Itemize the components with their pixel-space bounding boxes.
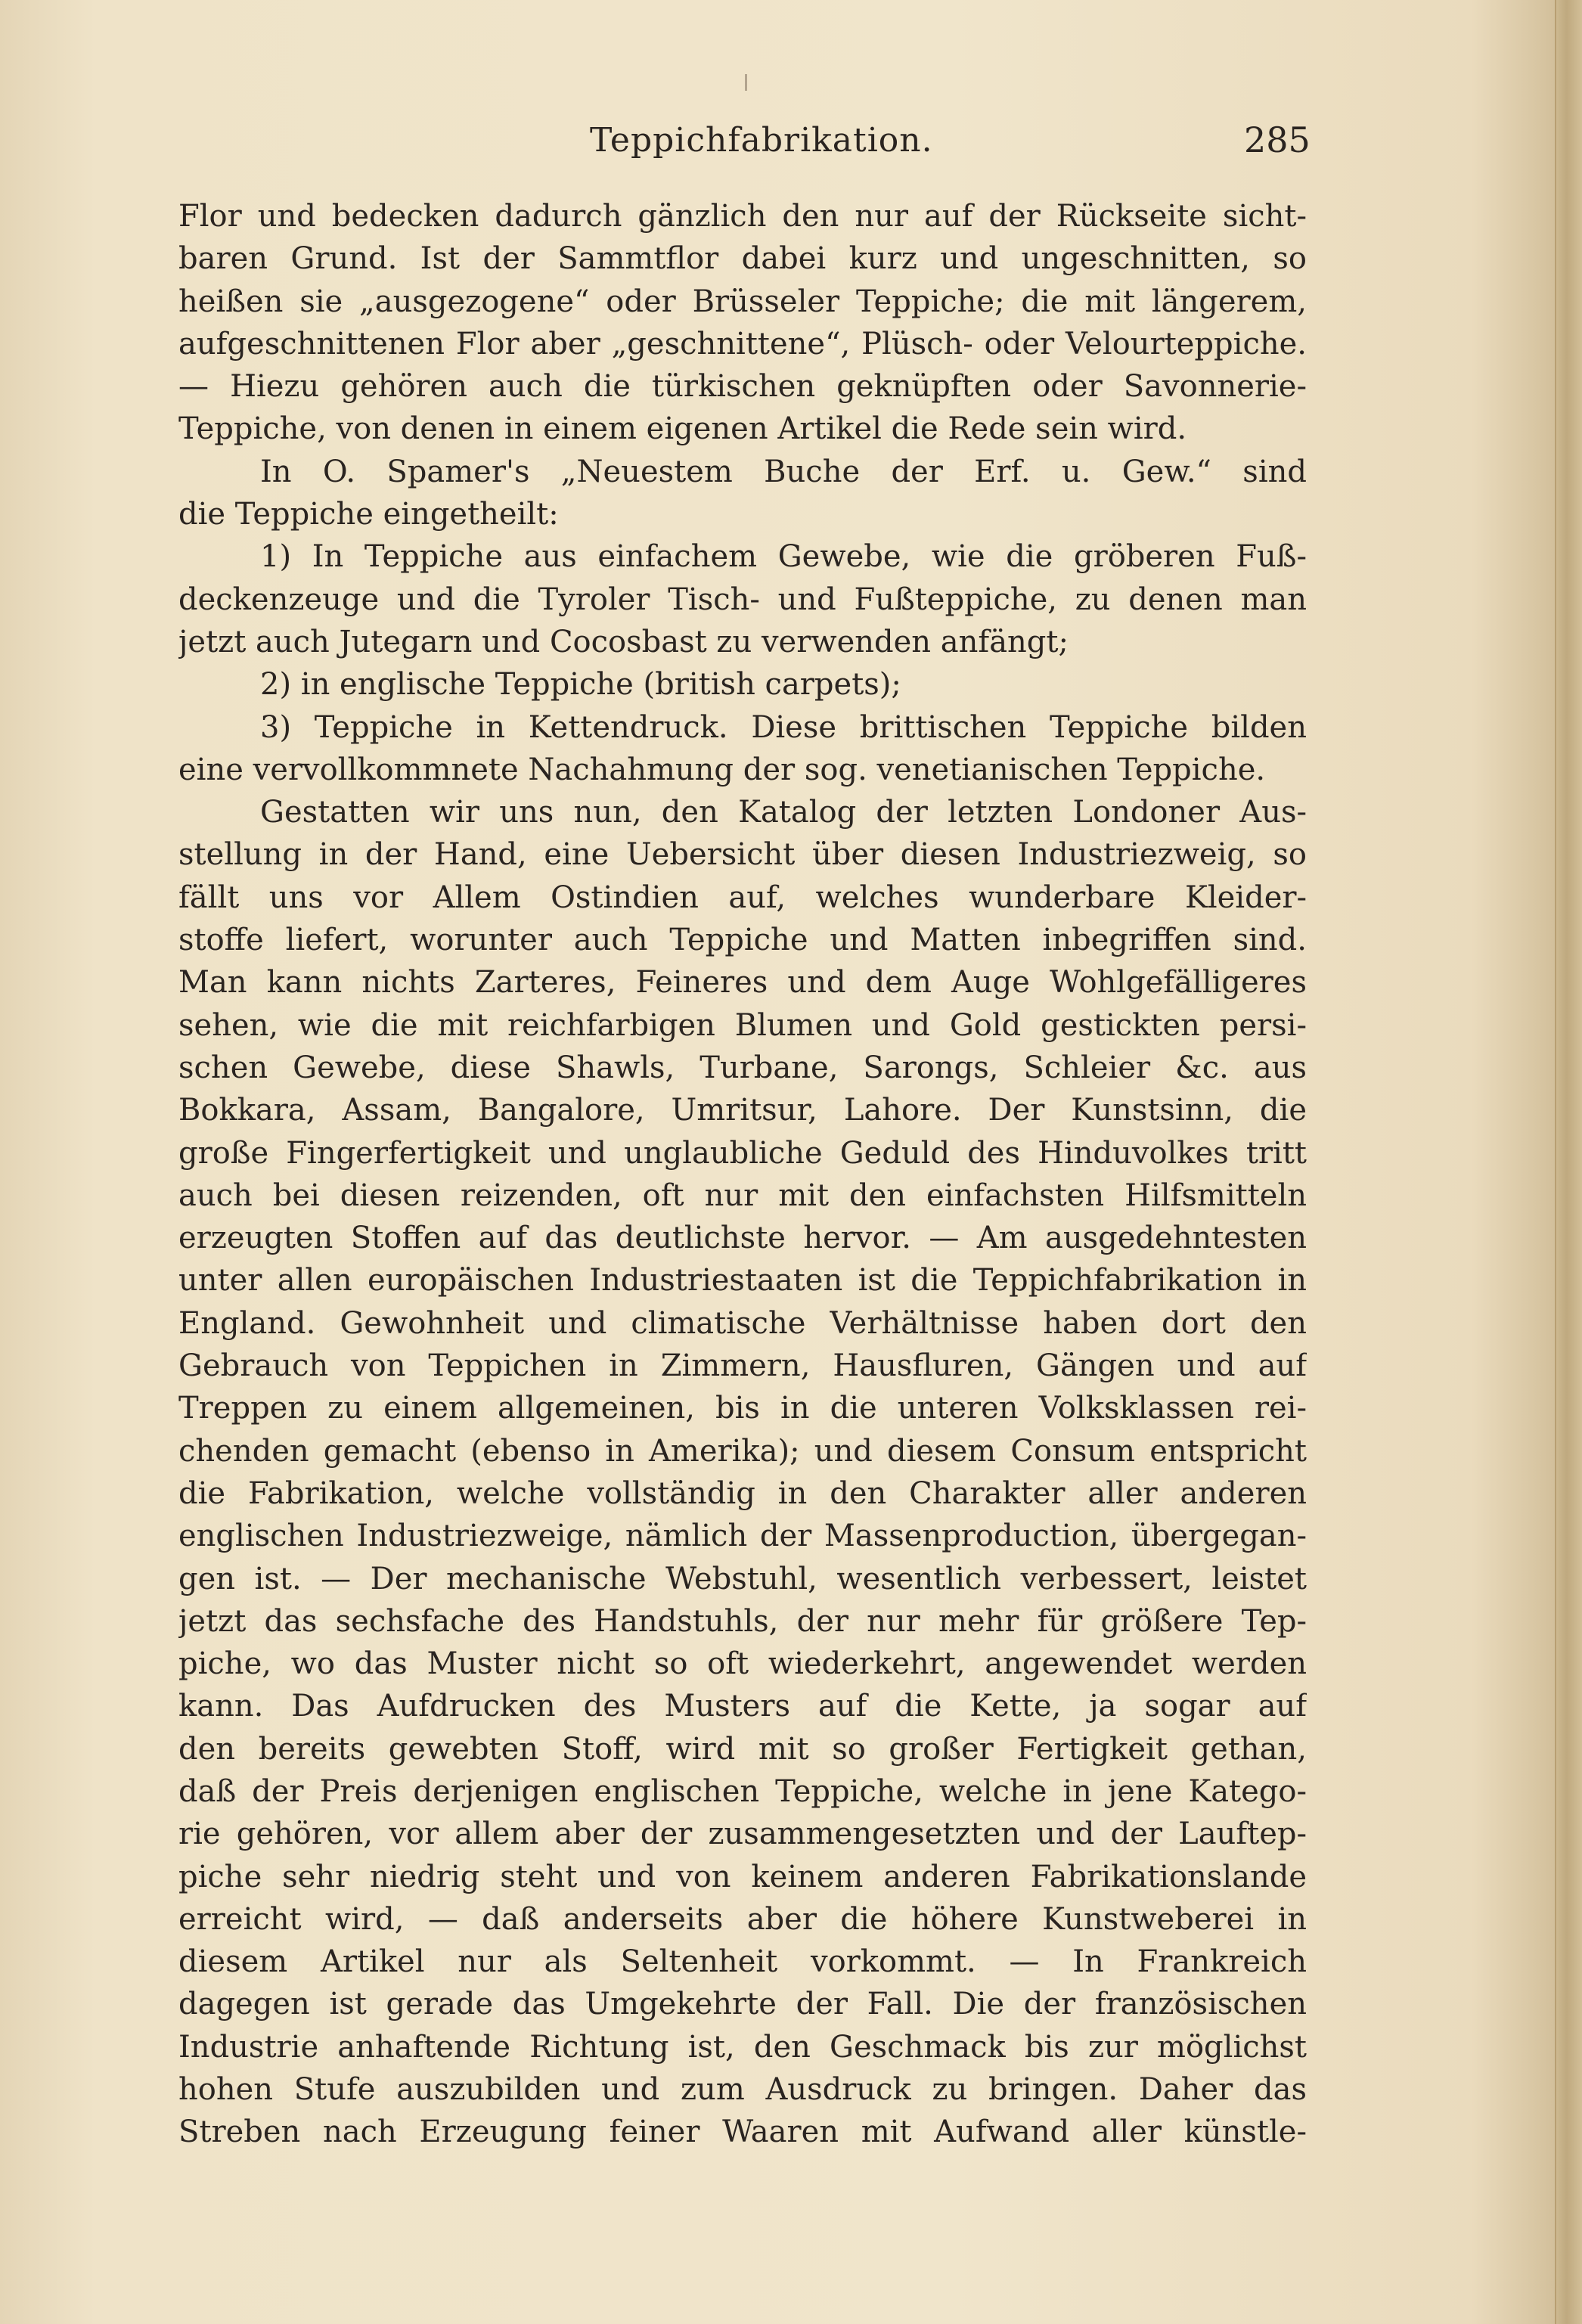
text-line: kann. Das Aufdrucken des Musters auf die Kette, ja sogar auf bbox=[178, 1689, 1307, 1724]
text-line: Man kann nichts Zarteres, Feineres und dem Auge Wohlgefälligeres bbox=[178, 965, 1307, 1001]
text-line: Flor und bedecken dadurch gänzlich den nur auf der Rückseite sicht- bbox=[178, 199, 1307, 234]
text-line: eine vervollkommnete Nachahmung der sog. venetianischen Teppiche. bbox=[178, 752, 1266, 787]
text-line: In O. Spamer's „Neuestem Buche der Erf. u. Gew.“ sind bbox=[260, 454, 1307, 489]
text-line: aufgeschnittenen Flor aber „geschnittene“, Plüsch- oder Velourteppiche. bbox=[178, 326, 1307, 361]
text-line: schen Gewebe, diese Shawls, Turbane, Sarongs, Schleier &c. aus bbox=[178, 1050, 1307, 1085]
text-line: deckenzeuge und die Tyroler Tisch- und Fußteppiche, zu denen man bbox=[178, 582, 1307, 617]
text-line: Gebrauch von Teppichen in Zimmern, Hausfluren, Gängen und auf bbox=[178, 1348, 1307, 1384]
text-line: stoffe liefert, worunter auch Teppiche und Matten inbegriffen sind. bbox=[178, 923, 1307, 958]
text-line: gen ist. — Der mechanische Webstuhl, wesentlich verbessert, leistet bbox=[178, 1561, 1307, 1596]
text-line: piche, wo das Muster nicht so oft wiederkehrt, angewendet werden bbox=[178, 1646, 1307, 1682]
text-line: 2) in englische Teppiche (british carpets); bbox=[260, 667, 901, 703]
text-line: die Teppiche eingetheilt: bbox=[178, 497, 559, 532]
text-line: erzeugten Stoffen auf das deutlichste hervor. — Am ausgedehntesten bbox=[178, 1221, 1307, 1256]
text-line: diesem Artikel nur als Seltenheit vorkommt. — In Frankreich bbox=[178, 1944, 1307, 1980]
text-line: hohen Stufe auszubilden und zum Ausdruck zu bringen. Daher das bbox=[178, 2072, 1307, 2108]
text-line: dagegen ist gerade das Umgekehrte der Fall. Die der französischen bbox=[178, 1987, 1307, 2022]
text-line: englischen Industriezweige, nämlich der Massenproduction, übergegan- bbox=[178, 1519, 1307, 1554]
text-line: die Fabrikation, welche vollständig in den Charakter aller anderen bbox=[178, 1475, 1307, 1511]
text-line: jetzt das sechsfache des Handstuhls, der nur mehr für größere Tep- bbox=[178, 1603, 1307, 1639]
text-line: den bereits gewebten Stoff, wird mit so großer Fertigkeit gethan, bbox=[178, 1731, 1307, 1767]
page-number: 285 bbox=[1244, 119, 1311, 160]
text-line: rie gehören, vor allem aber der zusammengesetzten und der Lauftep- bbox=[178, 1817, 1307, 1852]
text-line: unter allen europäischen Industriestaaten ist die Teppichfabrikation in bbox=[178, 1263, 1307, 1299]
text-line: 3) Teppiche in Kettendruck. Diese brittischen Teppiche bilden bbox=[260, 709, 1307, 745]
text-line: sehen, wie die mit reichfarbigen Blumen und Gold gestickten persi- bbox=[178, 1007, 1307, 1043]
text-line: Industrie anhaftende Richtung ist, den Geschmack bis zur möglichst bbox=[178, 2029, 1307, 2065]
text-line: Gestatten wir uns nun, den Katalog der letzten Londoner Aus- bbox=[260, 795, 1307, 830]
text-line: baren Grund. Ist der Sammtflor dabei kurz und ungeschnitten, so bbox=[178, 241, 1307, 277]
text-line: große Fingerfertigkeit und unglaubliche Geduld des Hinduvolkes tritt bbox=[178, 1135, 1307, 1171]
text-line: England. Gewohnheit und climatische Verhältnisse haben dort den bbox=[178, 1305, 1307, 1341]
stray-mark bbox=[745, 74, 747, 91]
text-line: Bokkara, Assam, Bangalore, Umritsur, Lahore. Der Kunstsinn, die bbox=[178, 1093, 1307, 1128]
text-line: auch bei diesen reizenden, oft nur mit den einfachsten Hilfsmitteln bbox=[178, 1178, 1307, 1213]
text-line: 1) In Teppiche aus einfachem Gewebe, wie die gröberen Fuß- bbox=[260, 539, 1307, 575]
running-head: Teppichfabrikation. bbox=[590, 121, 933, 160]
text-line: Streben nach Erzeugung feiner Waaren mit Aufwand aller künstle- bbox=[178, 2115, 1307, 2150]
page-edge bbox=[1555, 0, 1582, 2324]
text-line: stellung in der Hand, eine Uebersicht über diesen Industriezweig, so bbox=[178, 837, 1307, 873]
text-line: daß der Preis derjenigen englischen Teppiche, welche in jene Katego- bbox=[178, 1773, 1307, 1809]
text-line: heißen sie „ausgezogene“ oder Brüsseler Teppiche; die mit längerem, bbox=[178, 284, 1307, 319]
text-line: Treppen zu einem allgemeinen, bis in die unteren Volksklassen rei- bbox=[178, 1391, 1307, 1426]
text-line: — Hiezu gehören auch die türkischen geknüpften oder Savonnerie- bbox=[178, 369, 1307, 405]
text-line: Teppiche, von denen in einem eigenen Artikel die Rede sein wird. bbox=[178, 411, 1187, 447]
text-line: jetzt auch Jutegarn und Cocosbast zu verwenden anfängt; bbox=[178, 624, 1069, 659]
text-line: erreicht wird, — daß anderseits aber die höhere Kunstweberei in bbox=[178, 1901, 1307, 1937]
text-line: piche sehr niedrig steht und von keinem anderen Fabrikationslande bbox=[178, 1859, 1307, 1894]
body-text bbox=[178, 195, 1307, 2154]
text-line: chenden gemacht (ebenso in Amerika); und diesem Consum entspricht bbox=[178, 1433, 1307, 1469]
text-line: fällt uns vor Allem Ostindien auf, welches wunderbare Kleider- bbox=[178, 880, 1307, 915]
